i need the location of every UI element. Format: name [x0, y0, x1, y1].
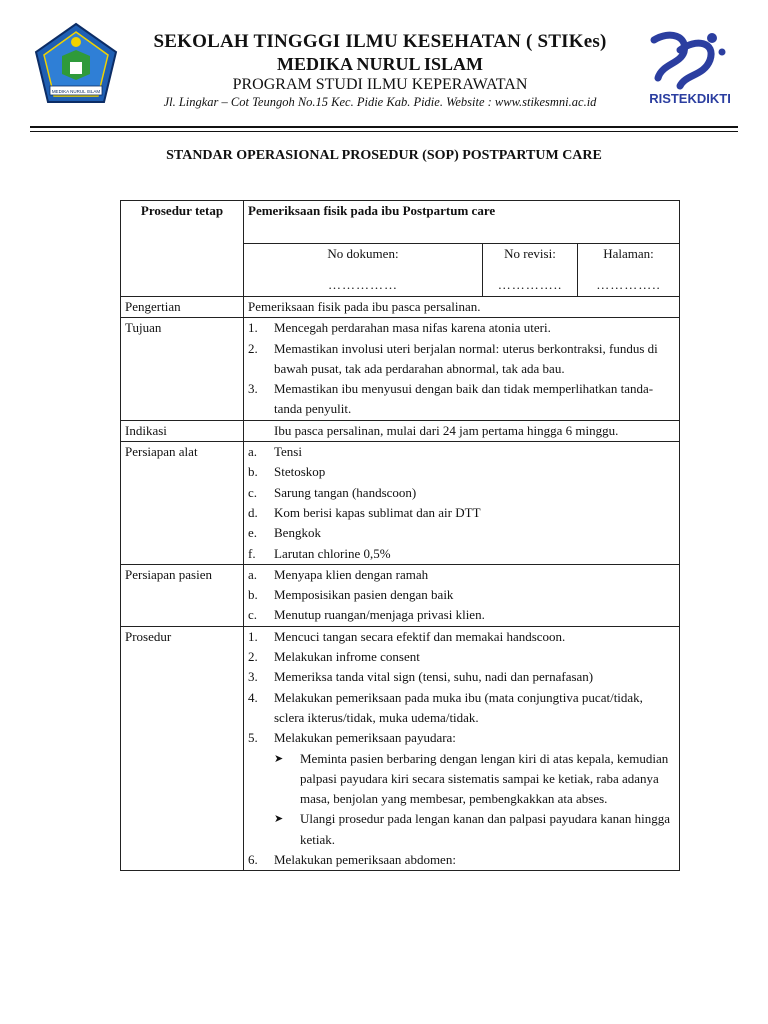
header-rule-thin	[30, 131, 738, 132]
institution-name: SEKOLAH TINGGGI ILMU KESEHATAN ( STIKes)	[153, 31, 607, 52]
list-item-text: Memastikan involusi uteri berjalan normal: uterus berkontraksi, fundus di bawah pusat, tak ada perdarahan abnormal, tak ada bau.	[274, 340, 658, 376]
list-item	[248, 339, 675, 380]
list-item	[248, 483, 675, 503]
list-item-number: 1.	[248, 628, 258, 644]
arrow-bullet-icon: ➤	[274, 813, 284, 826]
list-item-number: 3.	[248, 381, 258, 397]
list-item-number: 2.	[248, 649, 258, 665]
list-item	[248, 565, 675, 585]
persiapan-pasien-row	[121, 564, 680, 626]
list-item	[248, 544, 675, 564]
crest-banner-text: MEDIKA NURUL ISLAM	[51, 89, 101, 94]
no-revisi-value: …………..	[497, 277, 563, 293]
tujuan-list	[244, 318, 680, 420]
list-item	[248, 667, 675, 687]
list-item-letter: a.	[248, 444, 258, 460]
campus-name: MEDIKA NURUL ISLAM	[276, 54, 484, 74]
list-item-text: Melakukan pemeriksaan pada muka ibu (mata conjungtiva pucat/tidak, sclera ikterus/tidak, muka udema/tidak.	[274, 689, 643, 725]
list-item	[248, 462, 675, 482]
list-item-text: Menutup ruangan/menjaga privasi klien.	[274, 607, 485, 623]
list-item-text: Stetoskop	[274, 464, 326, 480]
list-item-letter: e.	[248, 525, 258, 541]
no-dokumen-cell	[244, 244, 483, 297]
list-item	[248, 850, 675, 870]
tujuan-row	[121, 318, 680, 420]
halaman-cell	[578, 244, 680, 297]
ristekdikti-logo-text: RISTEKDIKTI	[649, 91, 731, 106]
no-dokumen-label: No dokumen:	[327, 246, 399, 261]
list-item	[248, 627, 675, 647]
list-item-text: Memeriksa tanda vital sign (tensi, suhu, nadi dan pernafasan)	[274, 669, 594, 685]
list-item-text: Memastikan ibu menyusui dengan baik dan tidak memperlihatkan tanda-tanda penyulit.	[274, 381, 654, 417]
indikasi-text: Ibu pasca persalinan, mulai dari 24 jam pertama hingga 6 minggu.	[274, 422, 619, 438]
list-item-text: Tensi	[274, 444, 302, 460]
header-rule-thick	[30, 126, 738, 128]
list-item-text: Memposisikan pasien dengan baik	[274, 587, 454, 603]
list-item-letter: d.	[248, 504, 258, 520]
sub-list-item	[248, 809, 675, 850]
list-item	[248, 442, 675, 462]
indikasi-label: Indikasi	[121, 420, 244, 441]
list-item-text: Bengkok	[274, 525, 321, 541]
list-item-letter: a.	[248, 566, 258, 582]
list-item-text: Mencegah perdarahan masa nifas karena atonia uteri.	[274, 320, 551, 336]
document-title: STANDAR OPERASIONAL PROSEDUR (SOP) POSTPARTUM CARE	[166, 148, 602, 163]
arrow-bullet-icon: ➤	[274, 752, 284, 765]
list-item	[248, 605, 675, 625]
persiapan-alat-label: Persiapan alat	[121, 442, 244, 565]
sub-list-item-text: Ulangi prosedur pada lengan kanan dan palpasi payudara kanan hingga ketiak.	[300, 811, 671, 847]
persiapan-pasien-list	[244, 564, 680, 626]
sub-list-item-text: Meminta pasien berbaring dengan lengan kiri di atas kepala, kemudian palpasi payudara kiri secara sistematis sampai ke ketiak, raba adanya masa, benjolan yang membesar, pembengkakkan ata abses.	[300, 750, 669, 807]
list-item-text: Larutan chlorine 0,5%	[274, 545, 391, 561]
list-item-text: Kom berisi kapas sublimat dan air DTT	[274, 504, 481, 520]
persiapan-alat-row	[121, 442, 680, 565]
no-dokumen-value: ……………	[328, 277, 398, 293]
list-item-letter: c.	[248, 484, 258, 500]
tujuan-label: Tujuan	[121, 318, 244, 420]
pengertian-text: Pemeriksaan fisik pada ibu pasca persalinan.	[244, 297, 680, 318]
list-item-text: Melakukan pemeriksaan abdomen:	[274, 852, 456, 868]
prosedur-label: Prosedur	[121, 626, 244, 871]
indikasi-row	[121, 420, 680, 441]
list-item	[248, 503, 675, 523]
list-item	[248, 318, 675, 338]
program-name: PROGRAM STUDI ILMU KEPERAWATAN	[232, 76, 528, 93]
list-item-letter: b.	[248, 587, 258, 603]
table-header-row	[121, 201, 680, 244]
list-item	[248, 585, 675, 605]
ristekdikti-logo	[640, 30, 740, 108]
list-item	[248, 379, 675, 420]
list-item-text: Melakukan infrome consent	[274, 649, 420, 665]
persiapan-pasien-label: Persiapan pasien	[121, 564, 244, 626]
prosedur-row	[121, 626, 680, 871]
procedure-name: Pemeriksaan fisik pada ibu Postpartum care	[244, 201, 680, 244]
list-item	[248, 523, 675, 543]
pengertian-row	[121, 297, 680, 318]
list-item-letter: f.	[248, 545, 256, 561]
sop-table	[120, 200, 680, 871]
halaman-value: …………..	[596, 277, 661, 293]
list-item-text: Sarung tangan (handscoon)	[274, 484, 417, 500]
list-item-text: Menyapa klien dengan ramah	[274, 566, 429, 582]
school-crest-logo	[34, 22, 118, 104]
no-revisi-cell	[483, 244, 578, 297]
persiapan-alat-list	[244, 442, 680, 565]
indikasi-cell	[244, 420, 680, 441]
list-item-letter: b.	[248, 464, 258, 480]
list-item-number: 6.	[248, 852, 258, 868]
prosedur-tetap-label: Prosedur tetap	[121, 201, 244, 297]
sub-list-item	[248, 749, 675, 810]
list-item-number: 3.	[248, 669, 258, 685]
pengertian-label: Pengertian	[121, 297, 244, 318]
halaman-label: Halaman:	[603, 246, 654, 261]
list-item-text: Mencuci tangan secara efektif dan memakai handscoon.	[274, 628, 566, 644]
list-item-number: 4.	[248, 689, 258, 705]
list-item-number: 1.	[248, 320, 258, 336]
list-item	[248, 728, 675, 748]
list-item-letter: c.	[248, 607, 258, 623]
list-item-text: Melakukan pemeriksaan payudara:	[274, 730, 456, 746]
list-item	[248, 647, 675, 667]
no-revisi-label: No revisi:	[504, 246, 556, 261]
institution-address: Jl. Lingkar – Cot Teungoh No.15 Kec. Pidie Kab. Pidie. Website : www.stikesmni.ac.id	[163, 95, 597, 109]
list-item-number: 2.	[248, 340, 258, 356]
prosedur-list	[244, 626, 680, 871]
list-item	[248, 688, 675, 729]
list-item-number: 5.	[248, 730, 258, 746]
